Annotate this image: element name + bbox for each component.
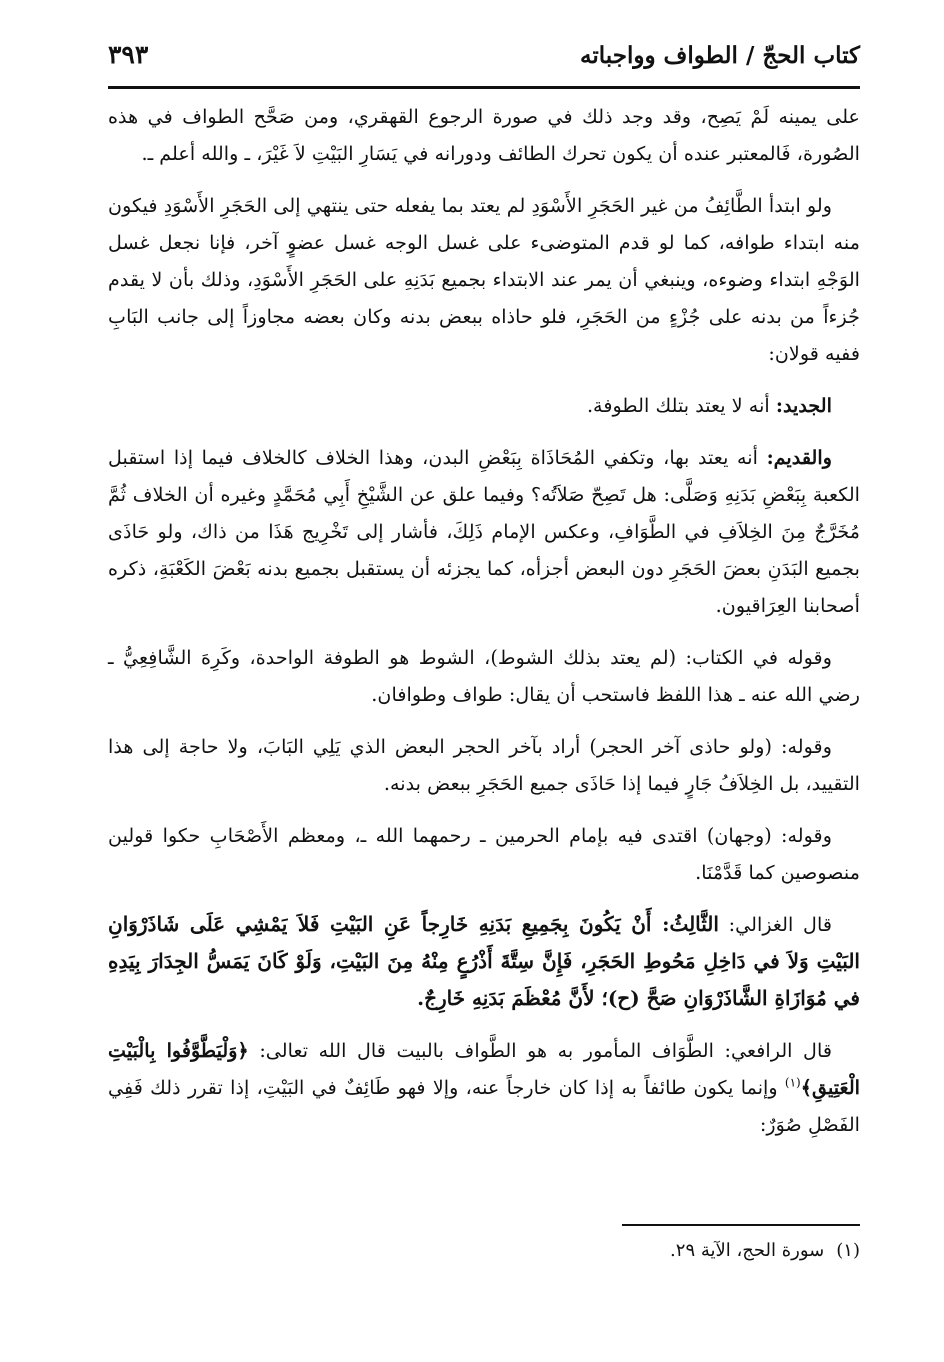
footnote-rule xyxy=(622,1224,860,1226)
paragraph-4 xyxy=(108,439,860,624)
footnote-text: سورة الحج، الآية ٢٩. xyxy=(670,1240,825,1261)
paragraph-8 xyxy=(108,906,860,1017)
header-title: كتاب الحجّ / الطواف وواجباته xyxy=(580,42,860,69)
new-opinion-text: أنه لا يعتد بتلك الطوفة. xyxy=(586,394,776,417)
ghazali-matn: الثَّالِثُ: أَنْ يَكُونَ بِجَمِيعِ بَدَنِهِ خَارِجاً عَنِ البَيْتِ فَلاَ يَمْشِي عَلَى شَاذَرْوَانِ البَيْتِ وَلاَ في دَاخِلِ مَحُوطِ الحَجَرِ، فَإِنَّ سِتَّةَ أَذْرُعٍ مِنْهُ مِنَ البَيْتِ، وَلَوْ كَانَ يَمَسُّ الجِدَارَ بِيَدِهِ في مُوَازَاةِ الشَّاذَرْوَانِ صَحَّ (ح)؛ لأَنَّ مُعْظَمَ بَدَنِهِ خَارِجٌ. xyxy=(108,912,860,1010)
paragraph-3 xyxy=(108,387,860,424)
rafii-label: قال الرافعي: xyxy=(713,1039,832,1062)
paragraph-5: وقوله في الكتاب: (لم يعتد بذلك الشوط)، الشوط هو الطوفة الواحدة، وكَرِهَ الشَّافِعِيُّ ـ رضي الله عنه ـ هذا اللفظ فاستحب أن يقال: طواف وطوافان. xyxy=(108,646,860,706)
new-opinion-label: الجديد: xyxy=(775,394,832,417)
old-opinion-text: أنه يعتد بها، وتكفي المُحَاذَاة بِبَعْضِ البدن، وهذا الخلاف كالخلاف فيما إذا استقبل الكعبة بِبَعْضِ بَدَنِهِ وَصَلَّى: هل تَصِحّ صَلاَتُه؟ وفيما علق عن الشَّيْخِ أَبِي مُحَمَّدٍ وغيره أن الخلاف ثُمَّ مُخَرَّجٌ مِنَ الخِلاَفِ في الطَّوَافِ، وعكس الإمام ذَلِكَ، فأشار إلى تَخْرِيج هَذَا من ذاك، ولو حَاذَى بجميع البَدَنِ بعضَ الحَجَرِ دون البعض أجزأه، كما يجزئه أن يستقبل بجميع بدنه بَعْضَ الكَعْبَةِ، ذكره أصحابنا العِرَاقيون. xyxy=(108,446,860,617)
header-rule xyxy=(108,86,860,89)
rafii-text-start: الطَّوَاف المأمور به هو الطَّواف بالبيت قال الله تعالى: xyxy=(248,1039,714,1062)
ghazali-label: قال الغزالي: xyxy=(718,913,833,936)
paragraph-1: على يمينه لَمْ يَصِح، وقد وجد ذلك في صورة الرجوع القهقري، ومن صَحَّح الطواف في هذه الصُورة، فَالمعتبر عنده أن يكون تحرك الطائف ودورانه في يَسَارِ البَيْتِ لاَ غَيْرَ، ـ والله أعلم ـ. xyxy=(108,105,860,165)
paragraph-7: وقوله: (وجهان) اقتدى فيه بإمام الحرمين ـ رحمهما الله ـ، ومعظم الأَصْحَابِ حكوا قولين منصوصين كما قَدَّمْنَا. xyxy=(108,824,860,884)
running-header xyxy=(108,40,860,82)
page-number: ٣٩٣ xyxy=(108,40,149,69)
old-opinion-label: والقديم: xyxy=(766,446,832,469)
footnote-reference: (١) xyxy=(784,1075,801,1090)
rafii-text-end: وإنما يكون طائفاً به إذا كان خارجاً عنه، وإلا فهو طَائِفٌ في البَيْتِ، إذا تقرر ذلك فَفِي الفَصْلِ صُوَرٌ: xyxy=(108,1076,860,1136)
quran-verse: ﴿وَلْيَطَّوَّفُوا بِالْبَيْتِ الْعَتِيقِ﴾ xyxy=(108,1039,860,1099)
main-text xyxy=(108,98,860,1158)
paragraph-9 xyxy=(108,1032,860,1143)
footnote xyxy=(108,1237,860,1265)
paragraph-6: وقوله: (ولو حاذى آخر الحجر) أراد بآخر الحجر البعض الذي يَلِي البَابَ، ولا حاجة إلى هذا التقييد، بل الخِلاَفُ جَارٍ فيما إذا حَاذَى جميع الحَجَرِ ببعض بدنه. xyxy=(108,735,860,795)
paragraph-2: ولو ابتدأ الطَّائِفُ من غير الحَجَرِ الأَسْوَدِ لم يعتد بما يفعله حتى ينتهي إلى الحَجَرِ الأَسْوَدِ فيكون منه ابتداء طوافه، كما لو قدم المتوضىء على غسل الوجه غسل عضوٍ آخر، فإنا نجعل غسل الوَجْهِ ابتداء وضوءه، وينبغي أن يمر عند الابتداء بجميع بَدَنِهِ على الحَجَرِ الأَسْوَدِ، وذلك بأن لا يقدم جُزءاً من بدنه على جُزْءٍ من الحَجَرِ، فلو حاذاه ببعض بدنه وكان بعضه مجاوزاً إلى جانب البَابِ ففيه قولان: xyxy=(108,194,860,365)
footnote-number: (١) xyxy=(836,1240,860,1261)
